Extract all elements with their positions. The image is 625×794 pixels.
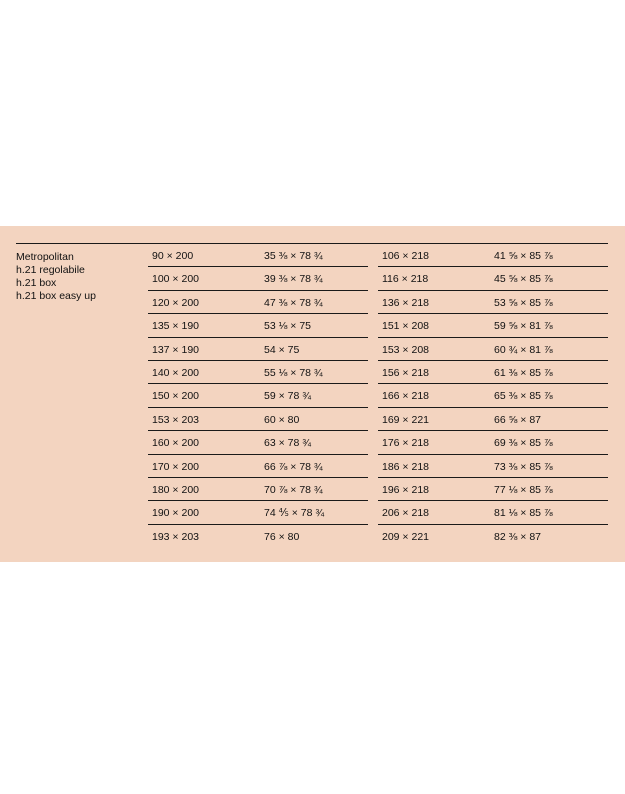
product-line: Metropolitan (16, 251, 74, 263)
size-inch-cell: 61 ⅜ × 85 ⅞ (494, 366, 553, 379)
size-inch-cell: 54 × 75 (264, 343, 300, 356)
size-inch-cell: 77 ⅛ × 85 ⅞ (494, 483, 553, 496)
size-inch-cell: 41 ⅝ × 85 ⅞ (494, 250, 553, 262)
size-cm-cell: 160 × 200 (152, 437, 200, 450)
size-cm-cell: 176 × 218 (382, 437, 430, 450)
size-row (148, 314, 368, 337)
size-cm-cell: 140 × 200 (152, 366, 200, 379)
size-inch-cell: 81 ⅛ × 85 ⅞ (494, 507, 553, 520)
size-column-left (148, 244, 368, 548)
size-cm-cell: 137 × 190 (152, 343, 200, 356)
product-line: h.21 box easy up (16, 290, 96, 302)
size-cm-cell: 136 × 218 (382, 296, 430, 309)
size-cm-cell: 106 × 218 (382, 250, 430, 262)
size-row (148, 501, 368, 524)
size-cm-cell: 153 × 208 (382, 343, 430, 356)
product-line: h.21 box (16, 277, 57, 289)
size-row (148, 408, 368, 431)
size-cm-cell: 153 × 203 (152, 413, 200, 426)
size-inch-cell: 82 ⅜ × 87 (494, 530, 541, 543)
size-row (378, 455, 608, 478)
size-cm-cell: 120 × 200 (152, 296, 200, 309)
size-inch-cell: 53 ⅝ × 85 ⅞ (494, 296, 553, 309)
size-row (378, 431, 608, 454)
size-cm-cell: 90 × 200 (152, 250, 194, 262)
size-cm-cell: 186 × 218 (382, 460, 430, 473)
size-row (378, 361, 608, 384)
size-column-right (378, 244, 608, 548)
size-inch-cell: 35 ⅜ × 78 ¾ (264, 250, 323, 262)
product-line: h.21 regolabile (16, 264, 85, 276)
size-row (148, 525, 368, 548)
size-row (148, 338, 368, 361)
size-inch-cell: 65 ⅜ × 85 ⅞ (494, 390, 553, 403)
size-row (148, 455, 368, 478)
size-row (378, 478, 608, 501)
size-cm-cell: 116 × 218 (382, 273, 429, 286)
size-inch-cell: 53 ⅛ × 75 (264, 320, 311, 333)
size-row (148, 291, 368, 314)
size-inch-cell: 63 × 78 ¾ (264, 437, 311, 450)
size-cm-cell: 193 × 203 (152, 530, 200, 543)
size-inch-cell: 45 ⅝ × 85 ⅞ (494, 273, 553, 286)
size-inch-cell: 76 × 80 (264, 530, 300, 543)
size-row (378, 525, 608, 548)
product-name-block (16, 251, 146, 303)
size-inch-cell: 47 ⅜ × 78 ¾ (264, 296, 323, 309)
size-inch-cell: 55 ⅛ × 78 ¾ (264, 366, 323, 379)
size-table-panel (0, 226, 625, 562)
size-inch-cell: 59 ⅝ × 81 ⅞ (494, 320, 553, 333)
size-row (378, 408, 608, 431)
size-cm-cell: 209 × 221 (382, 530, 430, 543)
size-cm-cell: 100 × 200 (152, 273, 200, 286)
size-row (378, 338, 608, 361)
size-cm-cell: 169 × 221 (382, 413, 430, 426)
size-row (378, 244, 608, 267)
size-cm-cell: 156 × 218 (382, 366, 430, 379)
size-inch-cell: 66 ⅞ × 78 ¾ (264, 460, 323, 473)
size-row (378, 267, 608, 290)
size-cm-cell: 150 × 200 (152, 390, 200, 403)
size-cm-cell: 151 × 208 (382, 320, 430, 333)
size-inch-cell: 73 ⅜ × 85 ⅞ (494, 460, 553, 473)
size-cm-cell: 166 × 218 (382, 390, 430, 403)
size-cm-cell: 135 × 190 (152, 320, 200, 333)
size-cm-cell: 170 × 200 (152, 460, 200, 473)
size-row (148, 431, 368, 454)
size-row (378, 384, 608, 407)
size-inch-cell: 69 ⅜ × 85 ⅞ (494, 437, 553, 450)
size-row (148, 384, 368, 407)
size-inch-cell: 60 × 80 (264, 413, 300, 426)
size-row (378, 314, 608, 337)
size-row (148, 267, 368, 290)
size-inch-cell: 59 × 78 ¾ (264, 390, 311, 403)
size-inch-cell: 60 ¾ × 81 ⅞ (494, 343, 553, 356)
size-inch-cell: 39 ⅜ × 78 ¾ (264, 273, 323, 286)
size-cm-cell: 190 × 200 (152, 507, 200, 520)
size-row (148, 478, 368, 501)
size-cm-cell: 180 × 200 (152, 483, 200, 496)
size-row (148, 244, 368, 267)
size-inch-cell: 66 ⅝ × 87 (494, 413, 541, 426)
size-inch-cell: 70 ⅞ × 78 ¾ (264, 483, 323, 496)
size-cm-cell: 206 × 218 (382, 507, 430, 520)
size-row (378, 291, 608, 314)
size-inch-cell: 74 ⅘ × 78 ¾ (264, 507, 325, 520)
size-row (148, 361, 368, 384)
size-cm-cell: 196 × 218 (382, 483, 430, 496)
size-row (378, 501, 608, 524)
